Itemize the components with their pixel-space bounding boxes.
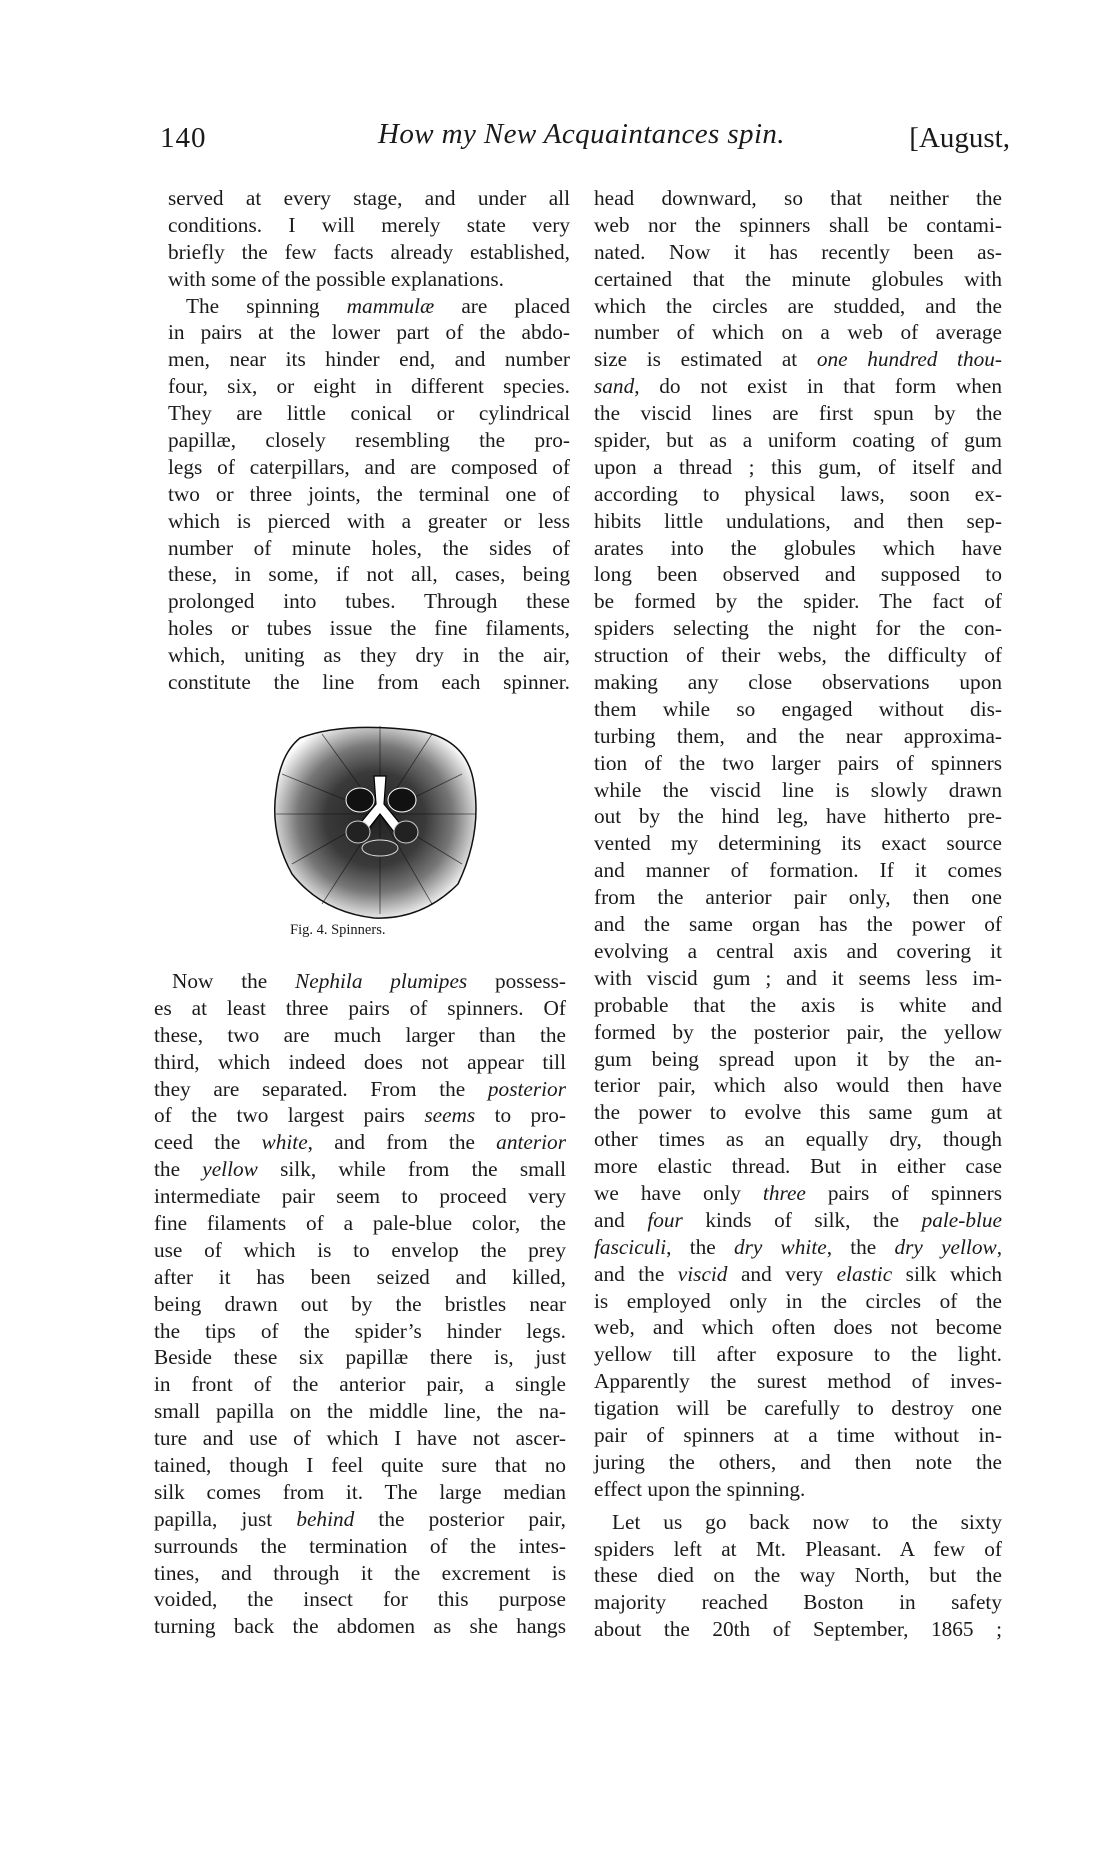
text-run: use of which is to envelop the prey: [154, 1237, 566, 1262]
italic-term: mammulæ: [346, 293, 435, 318]
text-run: gum being spread upon it by the an-: [594, 1046, 1002, 1071]
text-run: making any close observations upon: [594, 670, 1002, 695]
text-run: long been observed and supposed to: [594, 562, 1002, 587]
running-header: [160, 118, 1010, 162]
text-line: [154, 1022, 566, 1049]
text-run: struction of their webs, the difficulty of: [594, 643, 1002, 668]
italic-term: pale-blue: [921, 1207, 1003, 1232]
text-line: [168, 400, 570, 427]
text-line: [154, 1210, 566, 1237]
left-column-text: [168, 185, 570, 696]
text-run: tigation will be carefully to destroy one: [594, 1396, 1002, 1421]
text-line: [594, 1019, 1002, 1046]
text-line: [154, 1560, 566, 1587]
text-run: evolving a central axis and covering it: [594, 938, 1002, 963]
text-line: [594, 723, 1002, 750]
page-number: 140: [160, 122, 207, 154]
text-run: the tips of the spider’s hinder legs.: [154, 1318, 566, 1343]
text-run: Apparently the surest method of inves-: [594, 1369, 1002, 1394]
text-line: [168, 212, 570, 239]
text-run: the: [154, 1157, 203, 1182]
text-line: [594, 1126, 1002, 1153]
text-run: the power to evolve this same gum at: [594, 1100, 1002, 1125]
text-run: other times as an equally dry, though: [594, 1127, 1002, 1152]
text-run: according to physical laws, soon ex-: [594, 481, 1002, 506]
text-line: [168, 319, 570, 346]
text-run: out by the hind leg, have hitherto pre-: [594, 804, 1002, 829]
text-line: [168, 588, 570, 615]
text-run: they are separated. From the: [154, 1076, 488, 1101]
text-run: The spinning: [186, 293, 347, 318]
text-run: and very: [727, 1261, 837, 1286]
text-line: [594, 1234, 1002, 1261]
text-run: the posterior pair,: [354, 1506, 567, 1531]
text-run: papilla, just: [154, 1506, 297, 1531]
text-line: [594, 1261, 1002, 1288]
text-line: [594, 1589, 1002, 1616]
italic-term: white: [261, 1130, 308, 1155]
italic-term: Nephila plumipes: [295, 969, 468, 993]
text-run: four, six, or eight in different species.: [168, 374, 570, 399]
text-line: [594, 481, 1002, 508]
text-run: conditions. I will merely state very: [168, 212, 570, 237]
text-line: [594, 1616, 1002, 1643]
text-line: [594, 508, 1002, 535]
text-line: [594, 535, 1002, 562]
text-line: [594, 696, 1002, 723]
text-run: turning back the abdomen as she hangs: [154, 1614, 566, 1639]
text-run: Let us go back now to the sixty: [612, 1509, 1002, 1534]
text-run: probable that the axis is white and: [594, 992, 1002, 1017]
text-run: spider, but as a uniform coating of gum: [594, 428, 1002, 453]
text-run: third, which indeed does not appear till: [154, 1049, 566, 1074]
text-run: small papilla on the middle line, the na-: [154, 1399, 566, 1424]
spinners-illustration-icon: [262, 714, 502, 924]
text-line: [154, 995, 566, 1022]
italic-term: dry yellow: [894, 1234, 997, 1259]
text-line: [154, 1425, 566, 1452]
text-line: [168, 427, 570, 454]
text-run: these died on the way North, but the: [594, 1563, 1002, 1588]
text-line: [154, 1586, 566, 1613]
text-run: size is estimated at: [594, 347, 817, 372]
text-line: [594, 1509, 1002, 1536]
running-title: How my New Acquaintances spin.: [378, 118, 785, 150]
text-run: are placed: [434, 293, 570, 318]
text-run: which the circles are studded, and the: [594, 293, 1002, 318]
text-line: [594, 588, 1002, 615]
text-line: [168, 293, 570, 320]
text-line: [594, 1449, 1002, 1476]
text-line: [168, 373, 570, 400]
text-run: legs of caterpillars, and are composed of: [168, 454, 570, 479]
italic-term: viscid: [677, 1261, 728, 1286]
text-run: hibits little undulations, and then sep-: [594, 508, 1002, 533]
text-run: which is pierced with a greater or less: [168, 508, 570, 533]
text-line: [168, 481, 570, 508]
text-run: them while so engaged without dis-: [594, 696, 1002, 721]
text-line: [594, 454, 1002, 481]
text-line: [594, 1341, 1002, 1368]
text-line: [168, 561, 570, 588]
text-run: possess-: [467, 969, 567, 993]
text-run: briefly the few facts already established,: [168, 239, 570, 264]
italic-term: sand: [594, 374, 635, 399]
italic-term: anterior: [496, 1130, 566, 1155]
text-line: [594, 1562, 1002, 1589]
text-run: men, near its hinder end, and number: [168, 347, 570, 372]
text-line: [594, 185, 1002, 212]
text-run: after it has been seized and killed,: [154, 1264, 566, 1289]
text-line: [594, 830, 1002, 857]
text-run: turbing them, and the near approxima-: [594, 723, 1002, 748]
text-run: these, two are much larger than the: [154, 1022, 566, 1047]
text-line: [594, 750, 1002, 777]
text-run: tion of the two larger pairs of spinners: [594, 750, 1002, 775]
text-run: nated. Now it has recently been as-: [594, 239, 1002, 264]
text-line: [154, 1156, 566, 1183]
text-line: [154, 1398, 566, 1425]
text-line: [594, 1536, 1002, 1563]
text-line: [594, 212, 1002, 239]
text-line: [594, 992, 1002, 1019]
text-line: [154, 1613, 566, 1640]
text-run: Now the: [172, 969, 296, 993]
italic-term: four: [647, 1207, 683, 1232]
text-run: terior pair, which also would then have: [594, 1073, 1002, 1098]
text-line: [594, 561, 1002, 588]
text-line: [594, 803, 1002, 830]
text-line: [594, 1072, 1002, 1099]
text-line: [594, 1476, 1002, 1503]
text-run: fine filaments of a pale-blue color, the: [154, 1211, 566, 1236]
text-run: tines, and through it the excrement is: [154, 1560, 566, 1585]
text-run: be formed by the spider. The fact of: [594, 589, 1002, 614]
text-line: [154, 1049, 566, 1076]
italic-term: behind: [296, 1506, 355, 1531]
text-run: surrounds the termination of the intes-: [154, 1533, 566, 1558]
text-line: [594, 266, 1002, 293]
text-run: spiders selecting the night for the con-: [594, 616, 1002, 641]
text-run: number of which on a web of average: [594, 320, 1002, 345]
text-run: tained, though I feel quite sure that no: [154, 1453, 566, 1478]
text-run: web nor the spinners shall be contami-: [594, 212, 1002, 237]
text-line: [594, 1288, 1002, 1315]
italic-term: dry white: [733, 1234, 827, 1259]
text-run: number of minute holes, the sides of: [168, 535, 570, 560]
italic-term: posterior: [487, 1076, 566, 1101]
text-line: [154, 1129, 566, 1156]
text-run: majority reached Boston in safety: [594, 1590, 1002, 1615]
text-line: [594, 427, 1002, 454]
text-run: upon a thread ; this gum, of itself and: [594, 454, 1002, 479]
text-line: [594, 884, 1002, 911]
text-run: these, in some, if not all, cases, being: [168, 562, 570, 587]
text-run: of the two largest pairs: [154, 1103, 425, 1128]
text-run: with viscid gum ; and it seems less im-: [594, 965, 1002, 990]
text-run: web, and which often does not become: [594, 1315, 1002, 1340]
text-line: [154, 1479, 566, 1506]
text-line: [594, 1395, 1002, 1422]
text-run: ,: [996, 1234, 1003, 1259]
text-run: ture and use of which I have not ascer-: [154, 1426, 566, 1451]
text-run: is employed only in the circles of the: [594, 1288, 1002, 1313]
text-line: [168, 346, 570, 373]
text-run: and: [594, 1207, 648, 1232]
text-run: two or three joints, the terminal one of: [168, 481, 570, 506]
text-line: [594, 615, 1002, 642]
text-line: [168, 185, 570, 212]
text-line: [168, 642, 570, 669]
text-line: [594, 857, 1002, 884]
text-line: [594, 1099, 1002, 1126]
text-line: [154, 1344, 566, 1371]
text-line: [168, 266, 570, 293]
text-run: while the viscid line is slowly drawn: [594, 777, 1002, 802]
right-column-text: [594, 185, 1002, 1643]
text-run: certained that the minute globules with: [594, 266, 1002, 291]
text-run: juring the others, and then note the: [594, 1449, 1002, 1474]
text-line: [594, 293, 1002, 320]
text-run: They are little conical or cylindrical: [168, 401, 570, 426]
text-line: [168, 454, 570, 481]
text-line: [594, 1422, 1002, 1449]
text-run: effect upon the spinning.: [594, 1476, 806, 1501]
text-line: [594, 400, 1002, 427]
text-run: Beside these six papillæ there is, just: [154, 1345, 566, 1370]
text-line: [594, 669, 1002, 696]
text-run: in pairs at the lower part of the abdo-: [168, 320, 570, 345]
text-run: silk, while from the small: [257, 1157, 567, 1182]
text-line: [168, 615, 570, 642]
text-run: kinds of silk, the: [682, 1207, 922, 1232]
text-line: [168, 535, 570, 562]
text-line: [594, 1153, 1002, 1180]
text-run: to pro-: [475, 1103, 567, 1128]
text-run: , the: [666, 1234, 734, 1259]
text-run: served at every stage, and under all: [168, 186, 570, 210]
text-run: more elastic thread. But in either case: [594, 1154, 1002, 1179]
text-run: being drawn out by the bristles near: [154, 1291, 566, 1316]
text-run: yellow till after exposure to the light.: [594, 1342, 1002, 1367]
text-line: [154, 1237, 566, 1264]
text-run: the viscid lines are first spun by the: [594, 401, 1002, 426]
italic-term: seems: [424, 1103, 476, 1128]
italic-term: yellow: [202, 1157, 258, 1182]
text-line: [594, 1207, 1002, 1234]
text-run: intermediate pair seem to proceed very: [154, 1184, 566, 1209]
text-run: silk which: [892, 1261, 1002, 1286]
text-line: [154, 1102, 566, 1129]
text-line: [168, 239, 570, 266]
text-run: pairs of spinners: [805, 1180, 1002, 1205]
text-run: formed by the posterior pair, the yellow: [594, 1019, 1002, 1044]
text-line: [154, 1183, 566, 1210]
text-line: [154, 968, 566, 995]
text-line: [154, 1076, 566, 1103]
text-run: silk comes from it. The large median: [154, 1479, 566, 1504]
italic-term: fasciculi: [594, 1234, 667, 1259]
text-run: ceed the: [154, 1130, 262, 1155]
text-run: papillæ, closely resembling the pro-: [168, 428, 570, 453]
text-run: holes or tubes issue the fine filaments,: [168, 616, 570, 641]
issue-month: [August,: [909, 122, 1010, 154]
text-line: [154, 1291, 566, 1318]
text-line: [594, 965, 1002, 992]
text-run: , and from the: [307, 1130, 497, 1155]
text-line: [154, 1533, 566, 1560]
text-line: [594, 346, 1002, 373]
text-run: about the 20th of September, 1865 ;: [594, 1617, 1002, 1642]
text-line: [594, 1180, 1002, 1207]
text-line: [594, 938, 1002, 965]
text-line: [594, 239, 1002, 266]
text-line: [594, 911, 1002, 938]
left-column-continued-text: [154, 968, 566, 1640]
text-line: [594, 642, 1002, 669]
text-line: [154, 1318, 566, 1345]
text-run: which, uniting as they dry in the air,: [168, 643, 570, 668]
text-run: in front of the anterior pair, a single: [154, 1372, 566, 1397]
text-run: head downward, so that neither the: [594, 186, 1002, 210]
text-run: es at least three pairs of spinners. Of: [154, 995, 566, 1020]
text-line: [154, 1371, 566, 1398]
italic-term: one hundred thou-: [816, 347, 1003, 372]
text-run: with some of the possible explanations.: [168, 266, 504, 291]
text-line: [594, 1368, 1002, 1395]
text-line: [594, 777, 1002, 804]
text-line: [154, 1506, 566, 1533]
text-run: and the same organ has the power of: [594, 912, 1002, 937]
text-run: , do not exist in that form when: [634, 374, 1002, 399]
text-run: from the anterior pair only, then one: [594, 885, 1002, 910]
text-line: [594, 1046, 1002, 1073]
text-run: spiders left at Mt. Pleasant. A few of: [594, 1536, 1002, 1561]
italic-term: elastic: [836, 1261, 893, 1286]
text-run: , the: [826, 1234, 895, 1259]
text-line: [168, 508, 570, 535]
text-line: [594, 1314, 1002, 1341]
figure-caption: Fig. 4. Spinners.: [290, 922, 386, 938]
text-run: prolonged into tubes. Through these: [168, 589, 570, 614]
text-run: voided, the insect for this purpose: [154, 1587, 566, 1612]
text-line: [594, 373, 1002, 400]
text-line: [154, 1264, 566, 1291]
text-run: and the: [594, 1261, 678, 1286]
text-run: vented my determining its exact source: [594, 831, 1002, 856]
italic-term: three: [762, 1180, 806, 1205]
text-run: arates into the globules which have: [594, 535, 1002, 560]
text-line: [154, 1452, 566, 1479]
text-run: and manner of formation. If it comes: [594, 858, 1002, 883]
text-line: [168, 669, 570, 696]
text-run: we have only: [594, 1180, 763, 1205]
text-line: [594, 319, 1002, 346]
text-run: constitute the line from each spinner.: [168, 670, 570, 695]
text-run: pair of spinners at a time without in-: [594, 1422, 1002, 1447]
